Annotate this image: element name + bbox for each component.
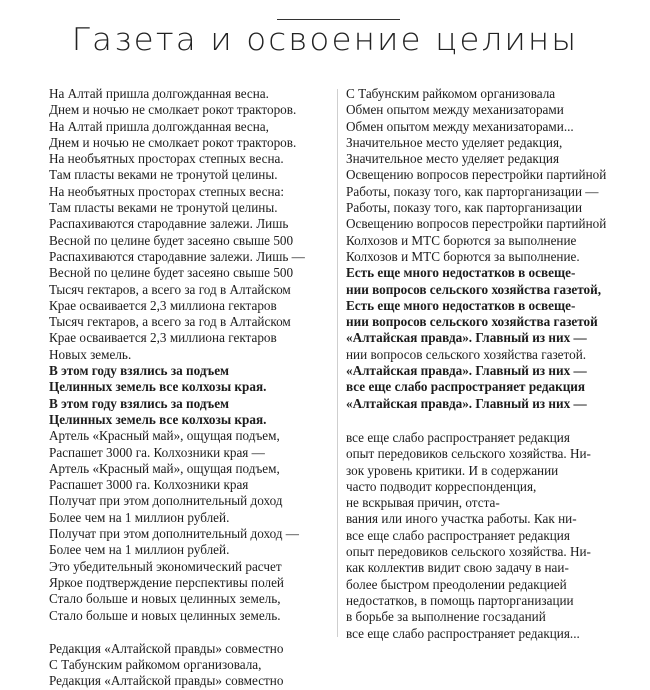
article-title: Газета и освоение целины — [71, 22, 579, 58]
text-line: Есть еще много недостатков в освеще- — [346, 265, 576, 281]
text-line: недостатков, в помощь парторганизации — [346, 592, 574, 608]
text-line: Там пласты веками не тронутой целины. — [49, 167, 278, 183]
text-line: Значительное место уделяет редакция — [346, 151, 560, 167]
text-line: Работы, показу того, как парторганизации — [346, 200, 583, 216]
text-line: зок уровень критики. И в содержании — [346, 462, 559, 478]
text-line: Стало больше и новых целинных земель. — [49, 607, 281, 623]
text-line: Распахиваются стародавние залежи. Лишь — [49, 216, 289, 232]
left-text-block-2 — [49, 641, 334, 690]
text-line: Крае осваивается 2,3 миллиона гектаров — [49, 330, 277, 346]
text-line: Днем и ночью не смолкает рокот тракторов. — [49, 134, 297, 150]
left-column — [49, 86, 334, 690]
text-line: Крае осваивается 2,3 миллиона гектаров — [49, 297, 277, 313]
text-line: все еще слабо распространяет редакция... — [346, 625, 580, 641]
text-line: С Табунским райкомом организовала, — [49, 657, 262, 673]
text-line: Стало больше и новых целинных земель, — [49, 591, 281, 607]
text-line: На Алтай пришла долгожданная весна, — [49, 118, 269, 134]
top-rule — [277, 19, 400, 20]
text-line: Обмен опытом между механизаторами — [346, 102, 564, 118]
text-line: Освещению вопросов перестройки партийной — [346, 167, 607, 183]
text-line: Освещению вопросов перестройки партийной — [346, 216, 607, 232]
text-line: Распашет 3000 га. Колхозники края — [49, 477, 249, 493]
text-line: Там пласты веками не тронутой целины. — [49, 200, 278, 216]
text-line: Весной по целине будет засеяно свыше 500 — [49, 265, 294, 281]
text-line: Значительное место уделяет редакция, — [346, 134, 563, 150]
text-line: часто подводит корреспонденция, — [346, 478, 537, 494]
text-line: На необъятных просторах степных весна. — [49, 151, 284, 167]
text-line: опыт передовиков сельского хозяйства. Ни- — [346, 446, 591, 462]
text-line: Это убедительный экономический расчет — [49, 558, 282, 574]
text-line: нии вопросов сельского хозяйства газетой, — [346, 281, 602, 297]
text-line: более быстром преодолении редакцией — [346, 576, 567, 592]
text-line: «Алтайская правда». Главный из них — — [346, 395, 587, 411]
right-text-block-2 — [346, 430, 636, 642]
text-line: Тысяч гектаров, а всего за год в Алтайском — [49, 281, 291, 297]
text-line: Есть еще много недостатков в освеще- — [346, 297, 576, 313]
right-text-block-1 — [346, 86, 636, 412]
text-line: Работы, показу того, как парторганизации — — [346, 183, 599, 199]
left-text-block-1 — [49, 86, 334, 624]
text-line: все еще слабо распространяет редакция — [346, 379, 586, 395]
text-line: Редакция «Алтайской правды» совместно — [49, 640, 284, 656]
text-line: Артель «Красный май», ощущая подъем, — [49, 460, 280, 476]
text-line: Артель «Красный май», ощущая подъем, — [49, 428, 280, 444]
text-line: Более чем на 1 миллион рублей. — [49, 542, 230, 558]
paragraph-gap — [49, 624, 334, 641]
column-divider — [337, 89, 338, 637]
text-line: опыт передовиков сельского хозяйства. Ни- — [346, 544, 591, 560]
paragraph-gap — [346, 412, 636, 430]
text-line: Получат при этом дополнительный доход — [49, 493, 283, 509]
text-line: Днем и ночью не смолкает рокот тракторов. — [49, 102, 297, 118]
text-line: В этом году взялись за подъем — [49, 395, 230, 411]
text-line: все еще слабо распространяет редакция — [346, 429, 570, 445]
text-line: Редакция «Алтайской правды» совместно — [49, 673, 284, 689]
text-line: нии вопросов сельского хозяйства газетой — [346, 314, 598, 330]
text-line: В этом году взялись за подъем — [49, 363, 230, 379]
text-line: Новых земель. — [49, 346, 132, 362]
text-line: Обмен опытом между механизаторами... — [346, 118, 574, 134]
text-line: «Алтайская правда». Главный из них — — [346, 363, 587, 379]
text-line: Колхозов и МТС борются за выполнение. — [346, 248, 580, 264]
text-line: Весной по целине будет засеяно свыше 500 — [49, 232, 294, 248]
text-line: Получат при этом дополнительный доход — — [49, 526, 299, 542]
text-line: Распашет 3000 га. Колхозники края — — [49, 444, 265, 460]
text-line: Колхозов и МТС борются за выполнение — [346, 232, 577, 248]
text-line: все еще слабо распространяет редакция — [346, 527, 570, 543]
right-column — [346, 86, 636, 642]
text-line: Яркое подтверждение перспективы полей — [49, 574, 284, 590]
text-line: Целинных земель все колхозы края. — [49, 411, 267, 427]
text-line: нии вопросов сельского хозяйства газетой. — [346, 346, 587, 362]
text-line: Распахиваются стародавние залежи. Лишь — — [49, 248, 305, 264]
text-line: вания или иного участка работы. Как ни- — [346, 511, 577, 527]
text-line: С Табунским райкомом организовала — [346, 86, 556, 101]
text-line: как коллектив видит свою задачу в наи- — [346, 560, 569, 576]
text-line: в борьбе за выполнение госзаданий — [346, 609, 546, 625]
text-line: Тысяч гектаров, а всего за год в Алтайском — [49, 314, 291, 330]
text-line: На необъятных просторах степных весна: — [49, 183, 285, 199]
text-line: «Алтайская правда». Главный из них — — [346, 330, 587, 346]
text-line: не вскрывая причин, отста- — [346, 495, 500, 511]
text-line: Целинных земель все колхозы края. — [49, 379, 267, 395]
text-line: На Алтай пришла долгожданная весна. — [49, 86, 269, 101]
text-line: Более чем на 1 миллион рублей. — [49, 509, 230, 525]
